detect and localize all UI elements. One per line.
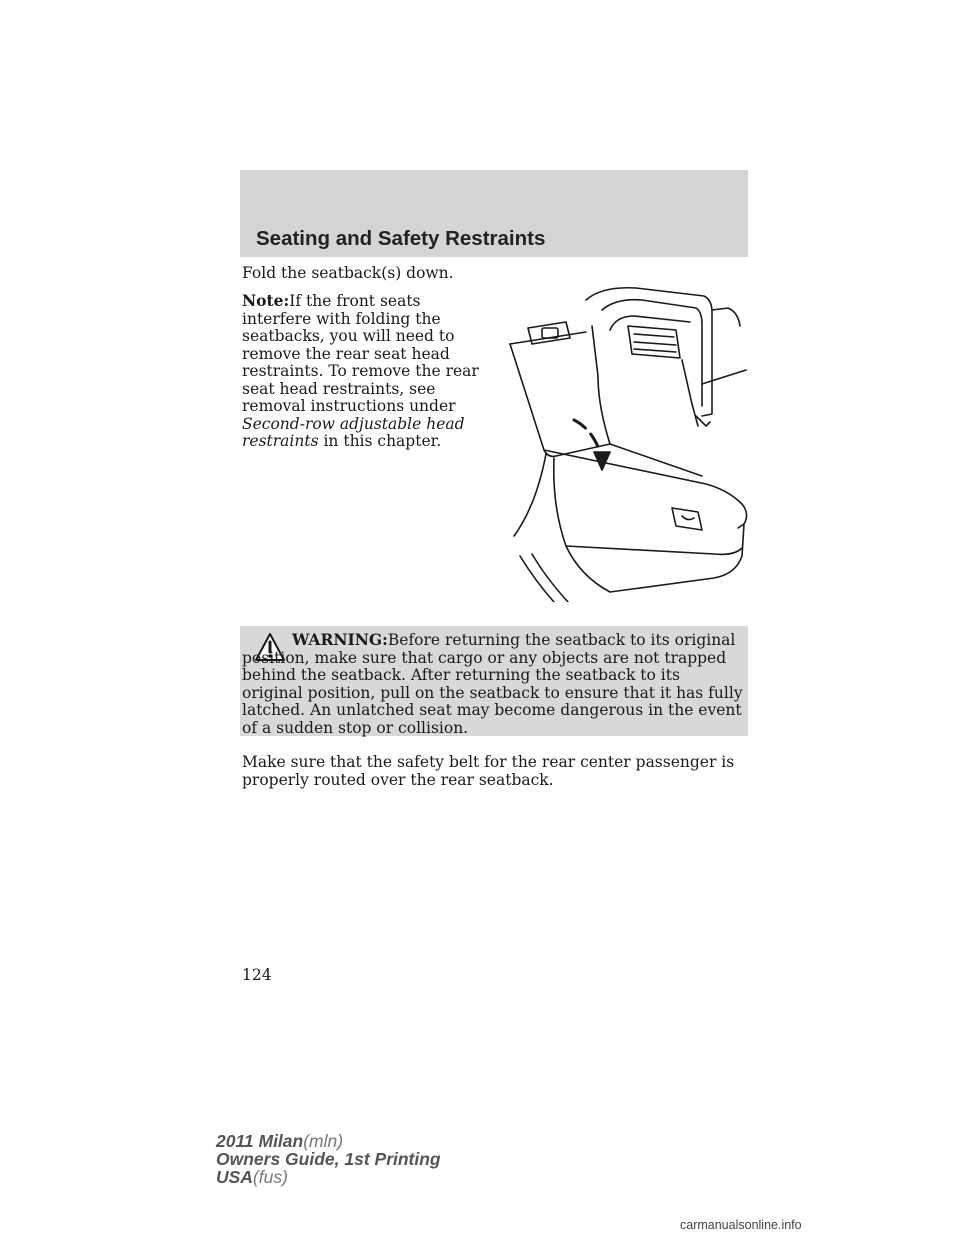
note-paragraph (242, 292, 487, 451)
section-title: Seating and Safety Restraints (256, 227, 546, 250)
footer-printing: Owners Guide, 1st Printing (216, 1149, 441, 1169)
watermark-link[interactable]: carmanualsonline.info (680, 1218, 802, 1232)
footer-line-1 (216, 1132, 441, 1150)
document-footer (216, 1132, 441, 1186)
footer-line-2 (216, 1150, 441, 1168)
fold-instruction: Fold the seatback(s) down. (242, 264, 454, 282)
note-text-1: If the front seats interfere with folding the seatbacks, you will need to remove the rear seat head restraints. To remove the rear seat head restraints, see removal instructions under (242, 292, 479, 415)
note-text-2: in this chapter. (318, 432, 442, 450)
warning-body: Before returning the seatback to its original position, make sure that cargo or any objects are not trapped behind the seatback. After returning the seatback to its original position, pull on the seatback to ensure that it has fully latched. An unlatched seat may become dangerous in the event of a sudden stop or collision. (242, 631, 743, 737)
warning-text (242, 631, 744, 738)
page-number: 124 (242, 966, 272, 984)
footer-model: 2011 Milan (216, 1131, 304, 1151)
rear-seat-fold-illustration (506, 286, 750, 602)
note-link: Second-row adjustable head restraints (242, 414, 465, 450)
warning-box (240, 626, 748, 736)
warning-label: WARNING: (292, 630, 388, 649)
belt-instruction: Make sure that the safety belt for the rear center passenger is properly routed over the rear seatback. (242, 753, 735, 789)
section-header (240, 170, 748, 257)
footer-market-code: (fus) (252, 1167, 288, 1187)
footer-model-code: (mln) (303, 1131, 344, 1151)
footer-line-3 (216, 1168, 441, 1186)
note-label: Note: (242, 291, 290, 310)
footer-market: USA (216, 1167, 253, 1187)
